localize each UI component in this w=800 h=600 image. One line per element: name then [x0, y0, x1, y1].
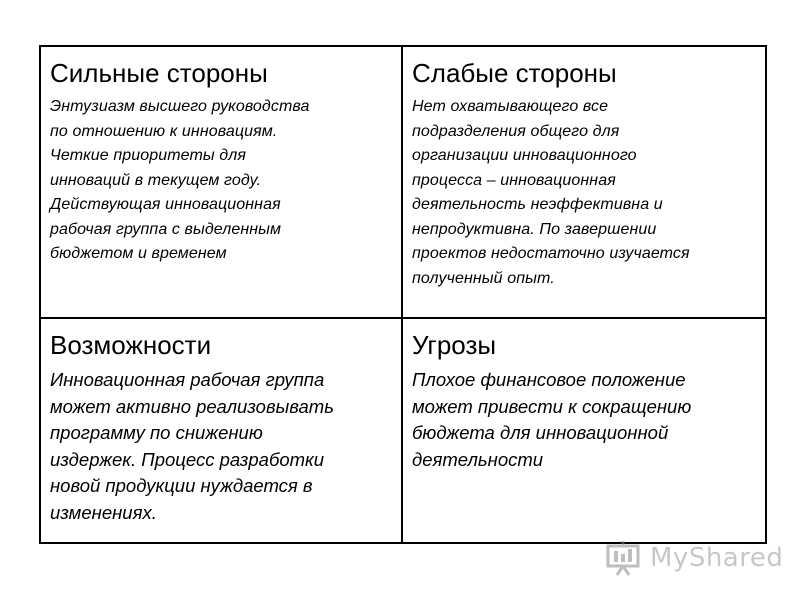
opportunities-cell [40, 318, 402, 543]
strengths-body: Энтузиазм высшего руководства по отношению к инновациям. Четкие приоритеты для инноваций в текущем году. Действующая инновационная рабочая группа с выделенным бюджетом и временем [50, 98, 310, 262]
strengths-cell [40, 46, 402, 318]
swot-table [39, 45, 767, 544]
swot-row-top [40, 46, 766, 318]
presentation-board-icon [604, 538, 644, 578]
strengths-title: Сильные стороны [50, 58, 268, 88]
threats-cell [402, 318, 766, 543]
threats-title: Угрозы [412, 330, 497, 360]
watermark [604, 538, 783, 578]
weaknesses-title: Слабые стороны [412, 58, 617, 88]
watermark-text: MyShared [650, 543, 784, 573]
weaknesses-body: Нет охватывающего все подразделения общего для организации инновационного процесса – инновационная деятельность неэффективна и непродуктивна. По завершении проектов недостаточно изучается полученный опыт. [412, 98, 690, 287]
opportunities-body: Инновационная рабочая группа может активно реализовывать программу по снижению издержек. Процесс разработки новой продукции нуждается в изменениях. [50, 369, 334, 523]
threats-body: Плохое финансовое положение может привести к сокращению бюджета для инновационной деятельности [412, 369, 692, 470]
weaknesses-cell [402, 46, 766, 318]
swot-row-bottom [40, 318, 766, 543]
opportunities-title: Возможности [50, 330, 212, 360]
